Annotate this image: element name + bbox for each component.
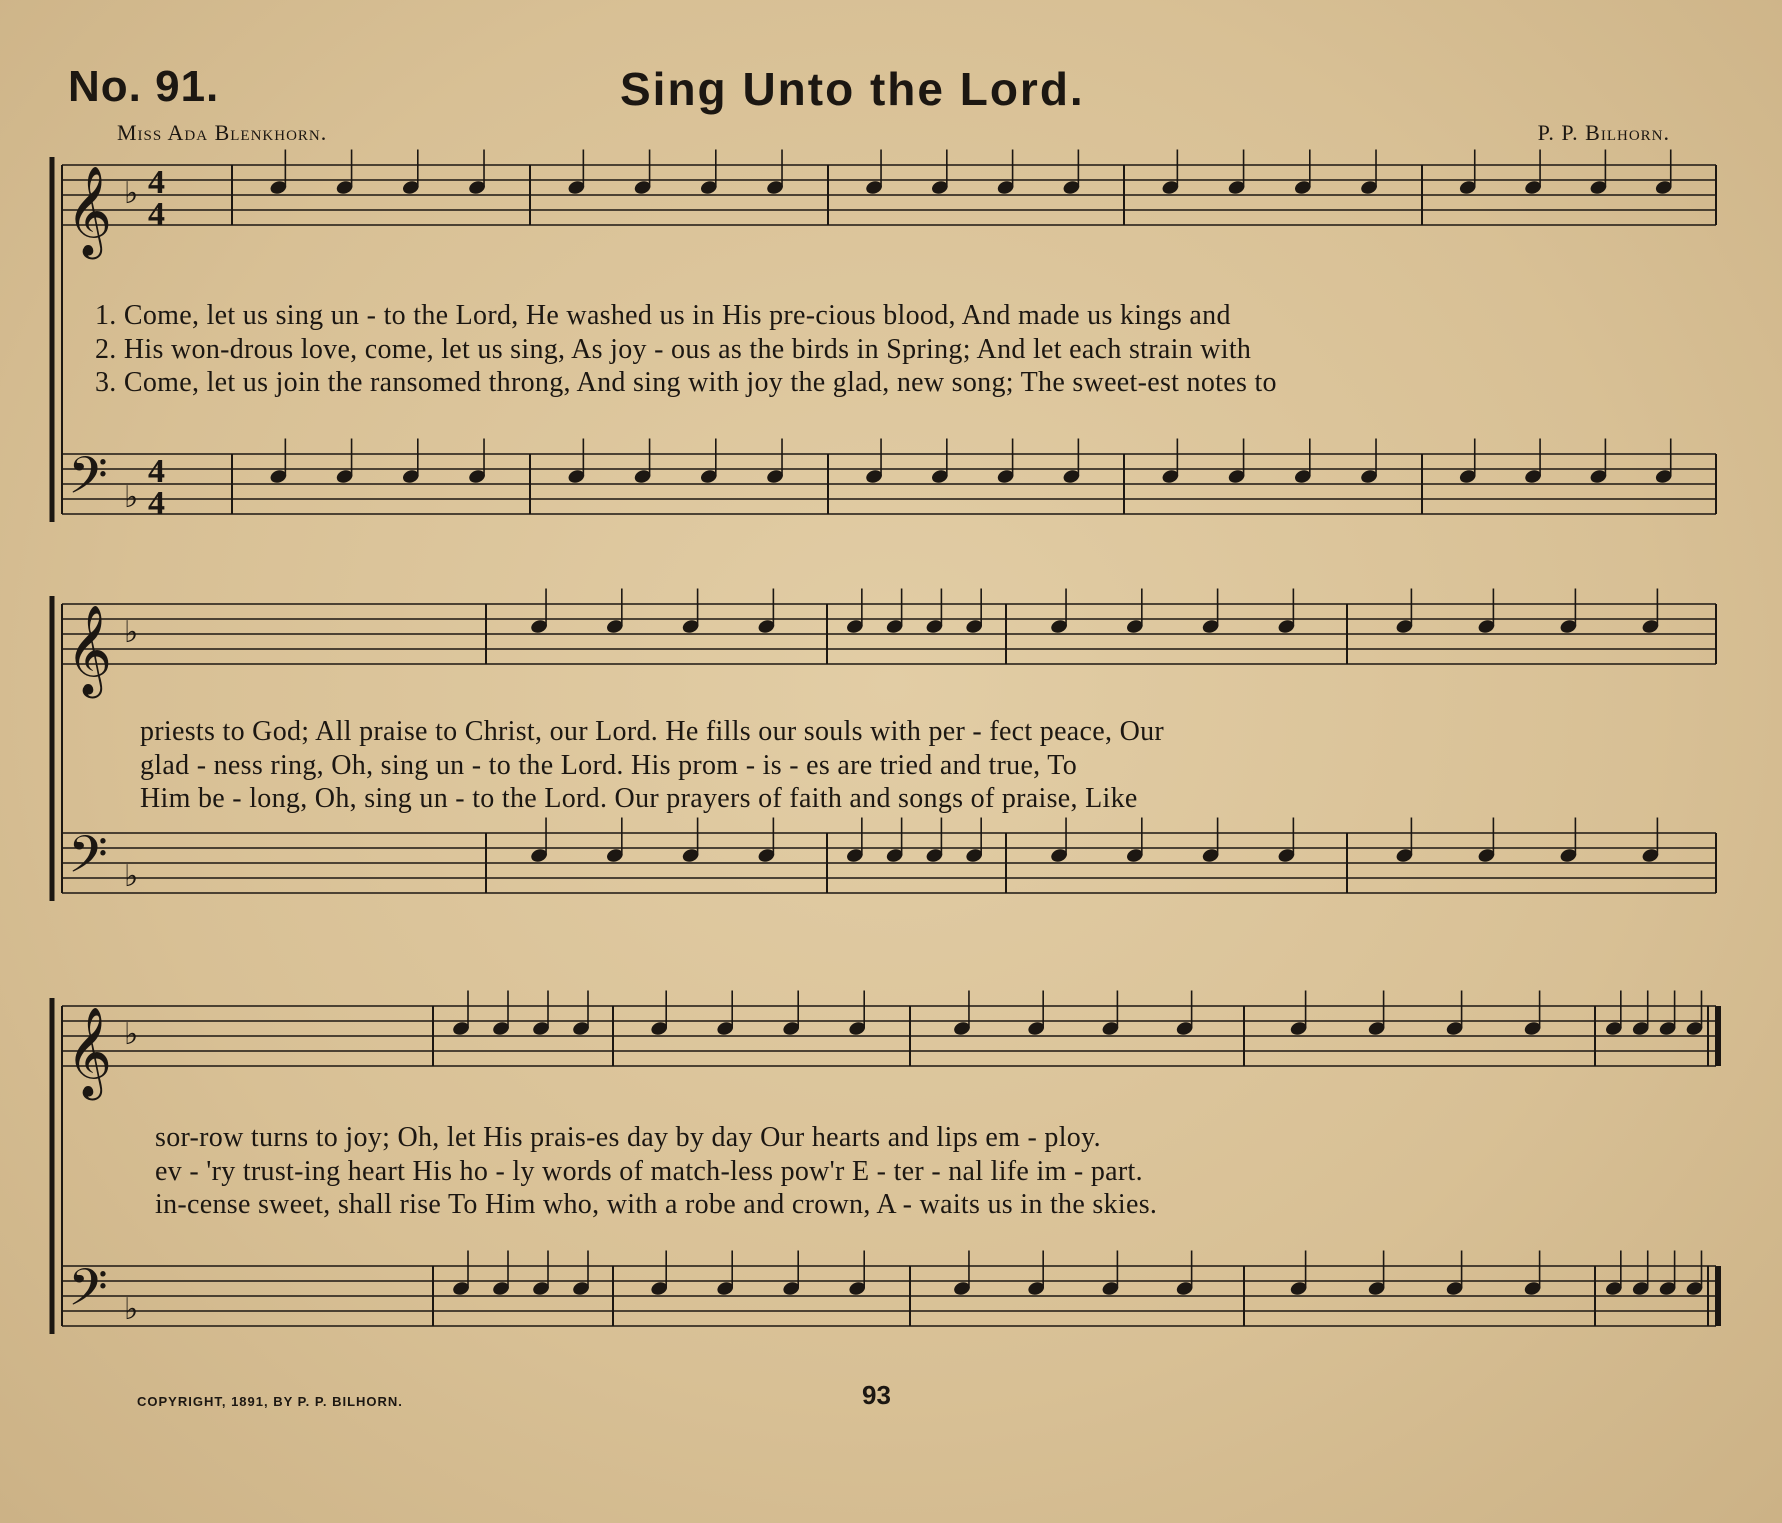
flat-icon: ♭ (124, 480, 139, 515)
time-signature-bottom: 4 (148, 485, 165, 522)
page-number: 93 (862, 1380, 891, 1410)
lyric-line: in-cense sweet, shall rise To Him who, with a robe and crown, A - waits us in the skies. (155, 1189, 1158, 1220)
flat-icon: ♭ (124, 859, 139, 894)
composer-credit: P. P. Bilhorn. (1537, 120, 1670, 145)
bass-clef-icon: 𝄢 (68, 445, 108, 518)
time-signature-bottom: 4 (148, 196, 165, 233)
lyric-line: glad - ness ring, Oh, sing un - to the Lord. His prom - is - es are tried and true, To (140, 750, 1078, 781)
hymn-title: Sing Unto the Lord. (620, 63, 1085, 115)
lyric-line: 1. Come, let us sing un - to the Lord, He washed us in His pre-cious blood, And made us kings and (95, 300, 1231, 331)
treble-clef-icon: 𝄞 (66, 166, 113, 256)
treble-clef-icon: 𝄞 (66, 605, 113, 695)
lyric-line: 3. Come, let us join the ransomed throng, And sing with joy the glad, new song; The sweet-est notes to (95, 367, 1277, 398)
time-signature-top: 4 (148, 164, 165, 201)
lyric-line: 2. His won-drous love, come, let us sing, As joy - ous as the birds in Spring; And let each strain with (95, 334, 1252, 365)
flat-icon: ♭ (124, 615, 139, 650)
lyric-line: Him be - long, Oh, sing un - to the Lord. Our prayers of faith and songs of praise, Like (140, 783, 1138, 814)
flat-icon: ♭ (124, 1292, 139, 1327)
flat-icon: ♭ (124, 176, 139, 211)
bass-clef-icon: 𝄢 (68, 824, 108, 897)
hymn-number: No. 91. (68, 62, 220, 111)
lyric-line: sor-row turns to joy; Oh, let His prais-es day by day Our hearts and lips em - ploy. (155, 1122, 1101, 1153)
flat-icon: ♭ (124, 1017, 139, 1052)
time-signature-top: 4 (148, 453, 165, 490)
lyricist-credit: Miss Ada Blenkhorn. (117, 120, 328, 145)
lyric-line: ev - 'ry trust-ing heart His ho - ly words of match-less pow'r E - ter - nal life im - part. (155, 1156, 1143, 1187)
copyright-notice: COPYRIGHT, 1891, BY P. P. BILHORN. (137, 1394, 403, 1409)
lyric-line: priests to God; All praise to Christ, our Lord. He fills our souls with per - fect peace, Our (140, 716, 1165, 747)
treble-clef-icon: 𝄞 (66, 1007, 113, 1097)
bass-clef-icon: 𝄢 (68, 1257, 108, 1330)
